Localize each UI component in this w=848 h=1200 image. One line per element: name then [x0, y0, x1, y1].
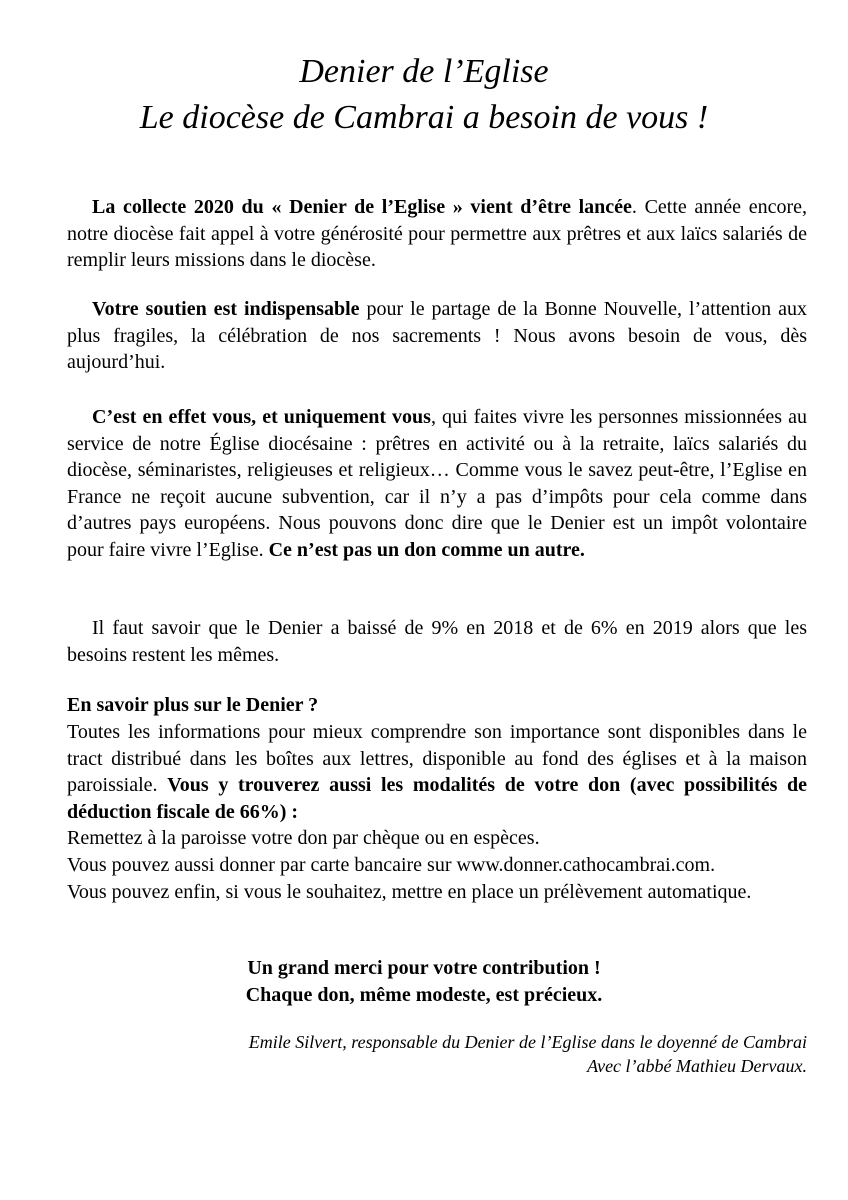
paragraph-vous-bold-end: Ce n’est pas un don comme un autre.: [268, 538, 585, 561]
more-info-intro: [67, 719, 807, 825]
more-info-text: Toutes les informations pour mieux comprendre son importance sont disponibles dans le tract distribué dans les boîtes aux lettres, disponible au fond des églises et à la maison paroissiale.: [67, 721, 807, 797]
paragraph-baisse: Il faut savoir que le Denier a baissé de 9% en 2018 et de 6% en 2019 alors que les besoins restent les mêmes.: [67, 617, 807, 666]
thanks-line-1: Un grand merci pour votre contribution !: [247, 957, 601, 979]
title-line-2: Le diocèse de Cambrai a besoin de vous !: [139, 99, 709, 136]
paragraph-soutien: [67, 296, 807, 376]
more-info-auto: Vous pouvez enfin, si vous le souhaitez, mettre en place un prélèvement automatique.: [67, 880, 752, 903]
paragraph-soutien-bold: Votre soutien est indispensable: [92, 298, 360, 320]
title-line-1: Denier de l’Eglise: [299, 53, 549, 90]
signature-line-1: Emile Silvert, responsable du Denier de l’Eglise dans le doyenné de Cambrai: [248, 1032, 807, 1052]
paragraph-collecte-bold: La collecte 2020 du « Denier de l’Eglise » vient d’être lancée: [92, 196, 632, 218]
more-info-card: Vous pouvez aussi donner par carte bancaire sur www.donner.cathocambrai.com.: [67, 853, 716, 876]
paragraph-vous: [67, 404, 807, 564]
more-info-heading: En savoir plus sur le Denier ?: [67, 694, 319, 716]
paragraph-collecte-text: . Cette année encore, notre diocèse fait appel à votre générosité pour permettre aux prêtres et aux laïcs salariés de remplir leurs missions dans le diocèse.: [67, 196, 807, 272]
thanks-line-2: Chaque don, même modeste, est précieux.: [245, 984, 603, 1006]
paragraph-vous-text: , qui faites vivre les personnes missionnées au service de notre Église diocésaine : prêtres en activité ou à la retraite, laïcs salariés du diocèse, séminaristes, religieuses et religieux… Comme vous le savez peut-être, l’Eglise en France ne reçoit aucune subvention, car il n’y a pas d’impôts pour cela comme dans d’autres pays européens. Nous pouvons donc dire que le Denier est un impôt volontaire pour faire vivre l’Eglise.: [67, 406, 807, 561]
paragraph-soutien-text: pour le partage de la Bonne Nouvelle, l’attention aux plus fragiles, la célébration de nos sacrements ! Nous avons besoin de vous, dès aujourd’hui.: [67, 298, 807, 374]
more-info-bold: Vous y trouverez aussi les modalités de votre don (avec possibilités de déduction fiscale de 66%) :: [67, 774, 808, 823]
paragraph-collecte: [67, 194, 807, 274]
signature-line-2: Avec l’abbé Mathieu Dervaux.: [587, 1056, 807, 1076]
paragraph-vous-bold: C’est en effet vous, et uniquement vous: [92, 406, 431, 428]
more-info-cheque: Remettez à la paroisse votre don par chèque ou en espèces.: [67, 827, 540, 850]
more-info-block: [67, 719, 807, 905]
